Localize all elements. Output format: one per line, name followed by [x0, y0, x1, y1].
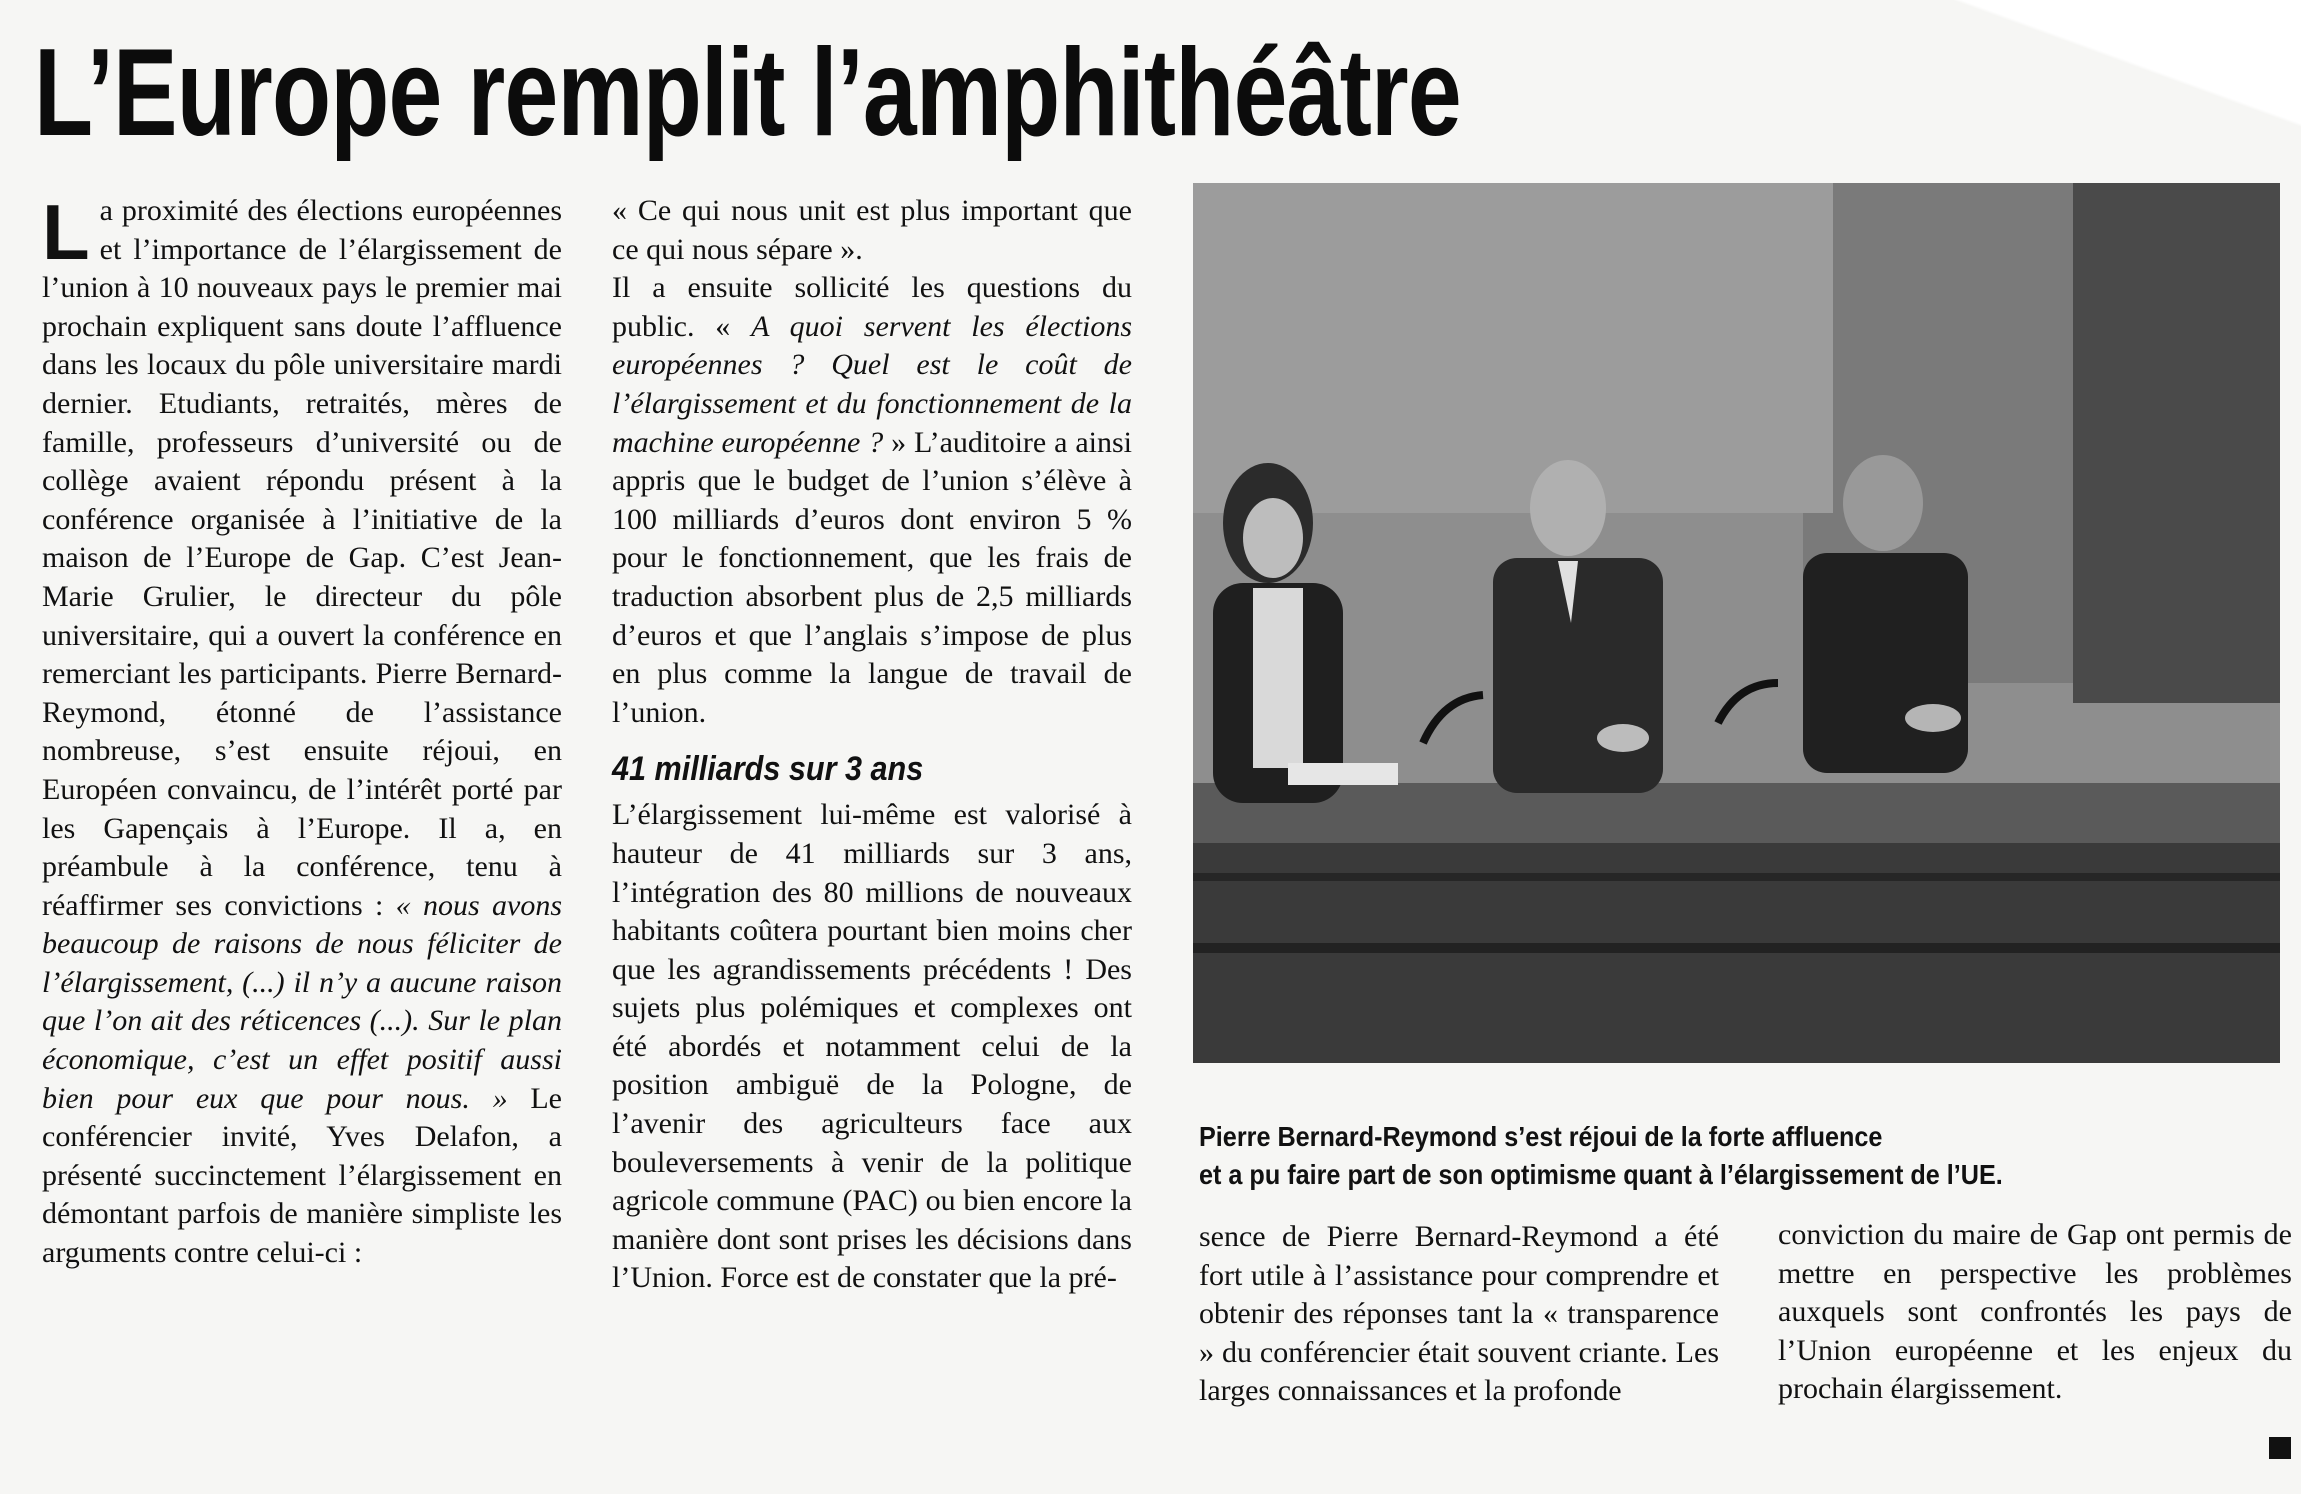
- caption-line: Pierre Bernard-Reymond s’est réjoui de la forte affluence: [1199, 1121, 1883, 1152]
- paragraph: conviction du maire de Gap ont permis de mettre en perspective les problèmes auxquels sont confrontés les pays de l’Union européenne et les enjeux du prochain élargissement.: [1778, 1218, 2292, 1406]
- quote-italic: A quoi servent les élections européennes ? Quel est le coût de l’élargissement et du fonctionnement de la machine européenne ?: [612, 309, 1132, 459]
- paragraph-text: Il a ensuite sollicité les questions du public. «: [612, 271, 1132, 343]
- paragraph: L’élargissement lui-même est valorisé à hauteur de 41 milliards sur 3 ans, l’intégration des 80 millions de nouveaux habitants coûtera pourtant bien moins cher que les agrandissements précédents ! Des sujets plus polémiques et complexes ont été abordés et notamment celui de la position ambiguë de la Pologne, de l’avenir des agriculteurs face aux bouleversements à venir de la politique agricole commune (PAC) ou bien encore la manière dont sont prises les décisions dans l’Union. Force est de constater que la pré-: [612, 798, 1132, 1295]
- paragraph-text: a proximité des élections européennes et l’importance de l’élargissement de l’union à 10 nouveaux pays le premier mai prochain expliquent sans doute l’affluence dans les locaux du pôle universitaire mardi dernier. Etudiants, retraités, mères de famille, professeurs d’université ou de collège avaient répondu présent à la conférence organisée à l’initiative de la maison de l’Europe de Gap. C’est Jean-Marie Grulier, le directeur du pôle universitaire, qui a ouvert la conférence en remerciant les participants. Pierre Bernard-Reymond, étonné de l’assistance nombreuse, s’est ensuite réjoui, en Européen convaincu, de l’intérêt porté par les Gapençais à l’Europe. Il a, en préambule à la conférence, tenu à réaffirmer ses convictions :: [42, 194, 562, 922]
- paragraph: « Ce qui nous unit est plus important que ce qui nous sépare ».: [612, 194, 1132, 266]
- paragraph-text: Le conférencier invité, Yves Delafon, a présenté succinctement l’élargissement en démontant parfois de manière simpliste les arguments contre celui-ci :: [42, 1081, 562, 1270]
- caption-line: et a pu faire part de son optimisme quant à l’élargissement de l’UE.: [1199, 1159, 2003, 1190]
- drop-cap: L: [42, 188, 90, 276]
- paragraph: [42, 188, 562, 1273]
- headline: L’Europe remplit l’amphithéâtre: [34, 24, 1461, 162]
- article-column-1: [42, 188, 562, 1273]
- article-column-3: [1199, 1218, 1719, 1411]
- quote-italic: « nous avons beaucoup de raisons de nous féliciter de l’élargissement, (...) il n’y a aucune raison que l’on ait des réticences (...). Sur le plan économique, c’est un effet positif aussi bien pour eux que pour nous. »: [42, 888, 562, 1115]
- paper-torn-corner: [1881, 0, 2301, 200]
- photo-illustration: [1193, 183, 2280, 1063]
- news-photo: [1193, 183, 2280, 1063]
- section-subhead: 41 milliards sur 3 ans: [612, 750, 924, 789]
- paragraph: sence de Pierre Bernard-Reymond a été fort utile à l’assistance pour comprendre et obtenir des réponses tant la « transparence » du conférencier était souvent criante. Les larges connaissances et la profonde: [1199, 1220, 1719, 1408]
- paragraph-text: » L’auditoire a ainsi appris que le budget de l’union s’élève à 100 milliards d’euros dont environ 5 % pour le fonctionnement, que les frais de traduction absorbent plus de 2,5 milliards d’euros et que l’anglais s’impose de plus en plus comme la langue de travail de l’union.: [612, 425, 1132, 729]
- article-column-4: [1778, 1216, 2292, 1409]
- paragraph: [612, 269, 1132, 732]
- article-column-2: [612, 192, 1132, 1298]
- photo-caption: [1199, 1118, 2171, 1194]
- end-of-article-mark: [2269, 1437, 2291, 1459]
